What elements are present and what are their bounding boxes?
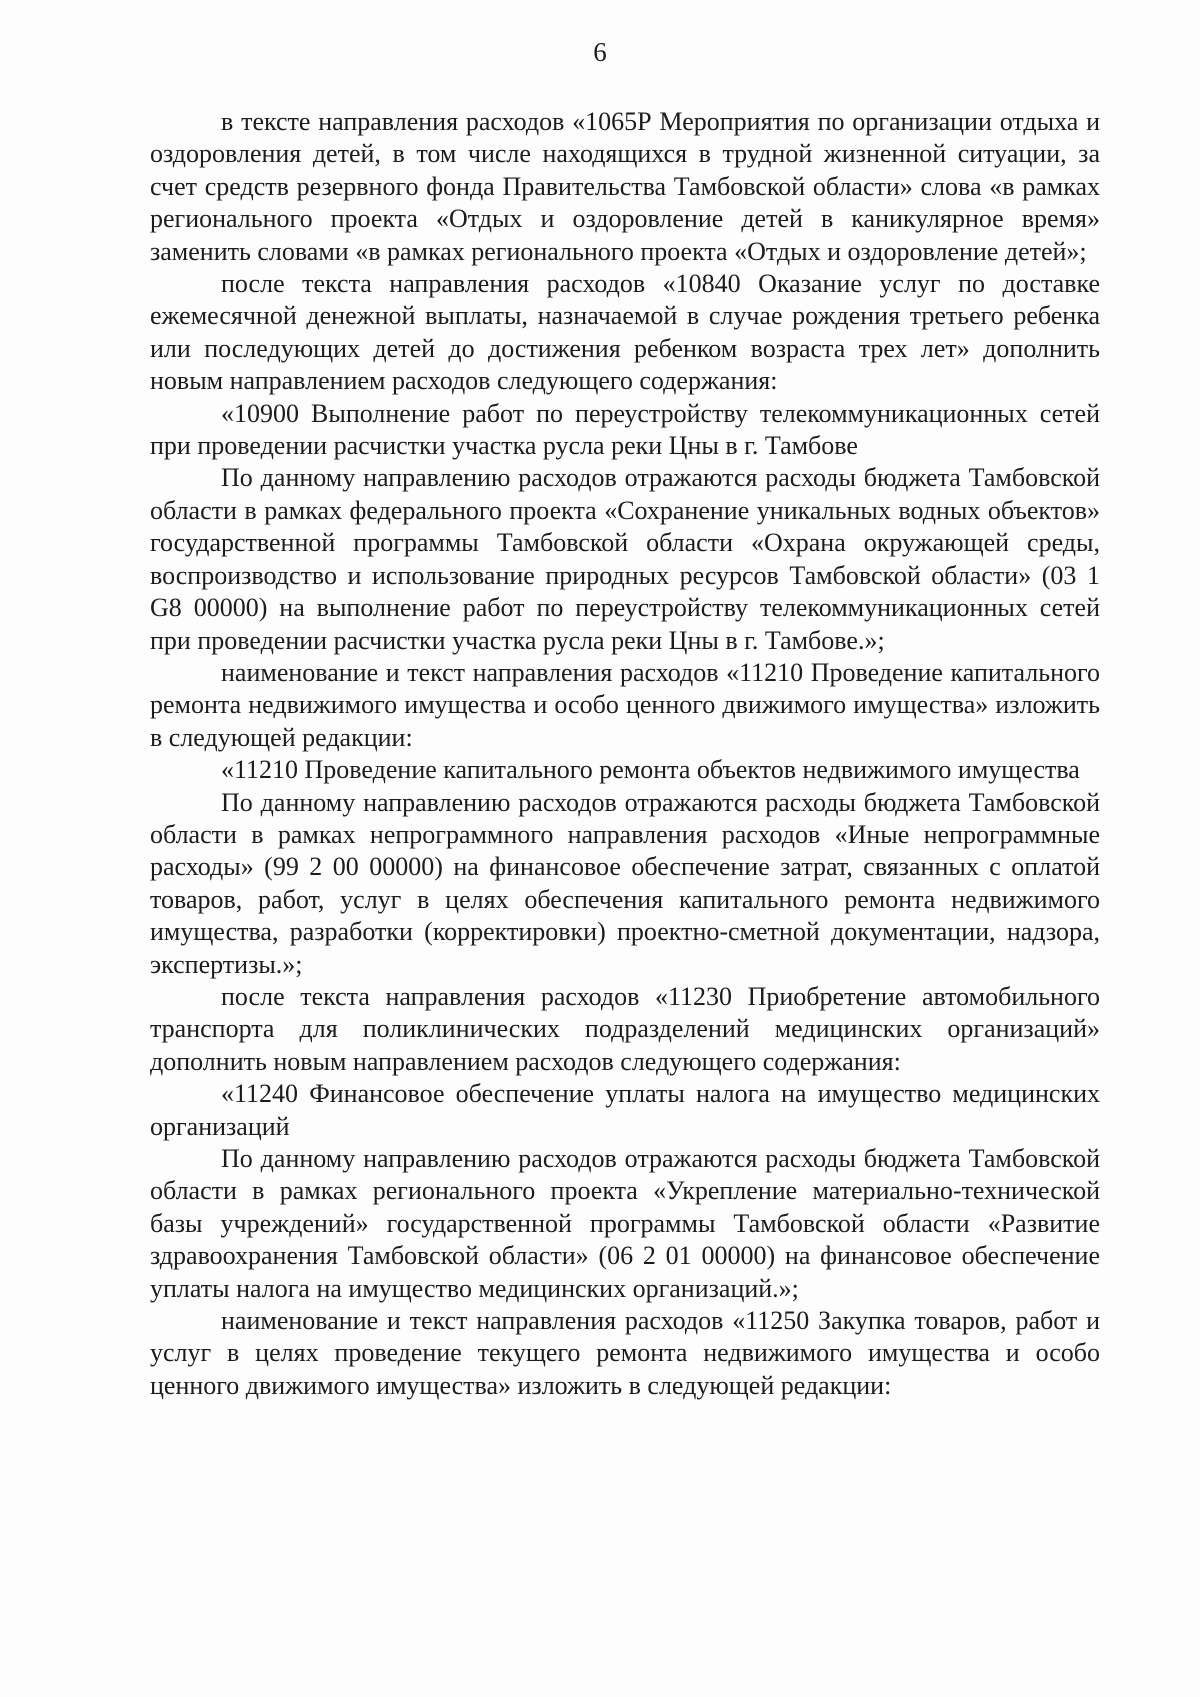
page-number: 6 (593, 37, 607, 67)
paragraph: «11210 Проведение капитального ремонта объектов недвижимого имущества (221, 755, 1080, 785)
paragraph: после текста направления расходов «11230 Приобретение автомобильного транспорта для поликлинических подразделений медицинских организаций» дополнить новым направлением расходов следующего содержания: (150, 981, 1100, 1076)
paragraph: По данному направлению расходов отражаются расходы бюджета Тамбовской области в рамках регионального проекта «Укрепление материально-технической базы учреждений» государственной программы Тамбовской области «Развитие здравоохранения Тамбовской области» (06 2 01 00000) на финансовое обеспечение уплаты налога на имущество медицинских организаций.»; (150, 1144, 1100, 1303)
paragraph: «11240 Финансовое обеспечение уплаты налога на имущество медицинских организаций (150, 1079, 1100, 1141)
document-body (150, 106, 1100, 1402)
paragraph: в тексте направления расходов «1065Р Мероприятия по организации отдыха и оздоровления детей, в том числе находящихся в трудной жизненной ситуации, за счет средств резервного фонда Правительства Тамбовской области» слова «в рамках регионального проекта «Отдых и оздоровление детей в каникулярное время» заменить словами «в рамках регионального проекта «Отдых и оздоровление детей»; (150, 107, 1100, 266)
paragraph: наименование и текст направления расходов «11210 Проведение капитального ремонта недвижимого имущества и особо ценного движимого имущества» изложить в следующей редакции: (150, 657, 1100, 752)
paragraph: «10900 Выполнение работ по переустройству телекоммуникационных сетей при проведении расчистки участка русла реки Цны в г. Тамбове (150, 398, 1100, 461)
paragraph: после текста направления расходов «10840 Оказание услуг по доставке ежемесячной денежной выплаты, назначаемой в случае рождения третьего ребенка или последующих детей до достижения ребенком возраста трех лет» дополнить новым направлением расходов следующего содержания: (150, 269, 1100, 396)
paragraph: По данному направлению расходов отражаются расходы бюджета Тамбовской области в рамках непрограммного направления расходов «Иные непрограммные расходы» (99 2 00 00000) на финансовое обеспечение затрат, связанных с оплатой товаров, работ, услуг в целях обеспечения капитального ремонта недвижимого имущества, разработки (корректировки) проектно-сметной документации, надзора, экспертизы.»; (150, 787, 1100, 979)
paragraph: наименование и текст направления расходов «11250 Закупка товаров, работ и услуг в целях проведение текущего ремонта недвижимого имущества и особо ценного движимого имущества» изложить в следующей редакции: (150, 1306, 1100, 1400)
paragraph: По данному направлению расходов отражаются расходы бюджета Тамбовской области в рамках федерального проекта «Сохранение уникальных водных объектов» государственной программы Тамбовской области «Охрана окружающей среды, воспроизводство и использование природных ресурсов Тамбовской области» (03 1 G8 00000) на выполнение работ по переустройству телекоммуникационных сетей при проведении расчистки участка русла реки Цны в г. Тамбове.»; (150, 463, 1100, 655)
